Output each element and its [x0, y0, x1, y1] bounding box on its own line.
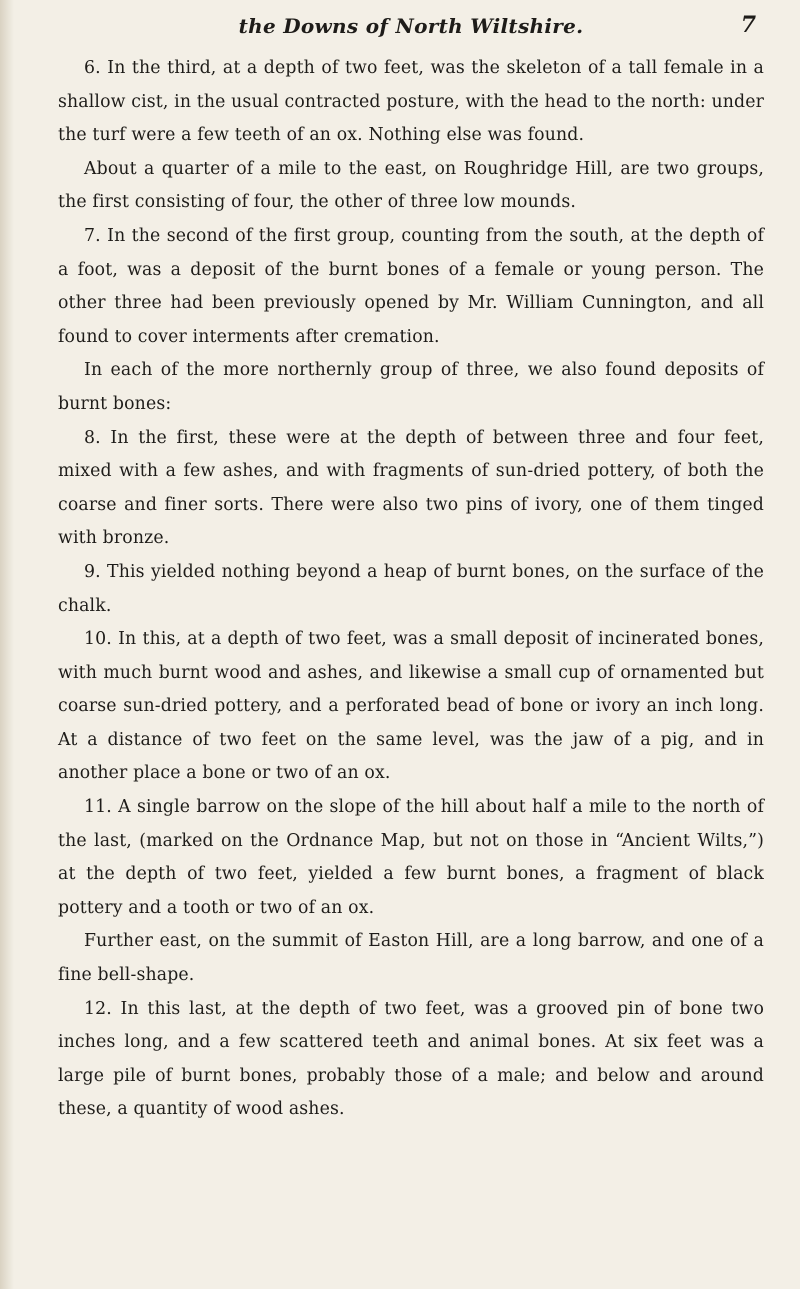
binding-shadow	[0, 0, 14, 1289]
paragraph-northern-group: In each of the more northernly group of three, we also found deposits of burnt bones:	[58, 360, 764, 414]
paragraph-easton-hill: Further east, on the summit of Easton Hill, are a long barrow, and one of a fine bell-shape.	[58, 931, 764, 986]
paragraph-7: 7. In the second of the first group, counting from the south, at the depth of a foot, was a deposit of the burnt bones of a female or young person. The other three had been previously opened by Mr. William Cunnington, and all found to cover interments after cremation.	[58, 225, 764, 347]
body-text	[58, 52, 764, 1127]
paragraph-9: 9. This yielded nothing beyond a heap of burnt bones, on the surface of the chalk.	[58, 561, 764, 616]
page-number: 7	[740, 12, 756, 38]
paragraph-11: 11. A single barrow on the slope of the hill about half a mile to the north of the last, (marked on the Ordnance Map, but not on those in “Ancient Wilts,”) at the depth of two feet, yielded a few burnt bones, a fragment of black pottery and a tooth or two of an ox.	[58, 797, 764, 918]
page-header	[58, 0, 764, 52]
paragraph-6: 6. In the third, at a depth of two feet, was the skeleton of a tall female in a shallow cist, in the usual contracted posture, with the head to the north: under the turf were a few teeth of an ox. Nothing else was found.	[58, 58, 764, 146]
running-title: the Downs of North Wiltshire.	[238, 14, 584, 38]
paragraph-10: 10. In this, at a depth of two feet, was a small deposit of incinerated bones, with much burnt wood and ashes, and likewise a small cup of ornamented but coarse sun-dried pottery, and a perforated bead of bone or ivory an inch long. At a distance of two feet on the same level, was the jaw of a pig, and in another place a bone or two of an ox.	[58, 629, 764, 784]
paragraph-8: 8. In the first, these were at the depth of between three and four feet, mixed with a few ashes, and with fragments of sun-dried pottery, of both the coarse and finer sorts. There were also two pins of ivory, one of them tinged with bronze.	[58, 427, 764, 549]
paragraph-roughridge-hill: About a quarter of a mile to the east, on Roughridge Hill, are two groups, the first consisting of four, the other of three low mounds.	[58, 158, 764, 213]
paragraph-12: 12. In this last, at the depth of two feet, was a grooved pin of bone two inches long, and a few scattered teeth and animal bones. At six feet was a large pile of burnt bones, probably those of a male; and below and around these, a quantity of wood ashes.	[58, 998, 764, 1120]
